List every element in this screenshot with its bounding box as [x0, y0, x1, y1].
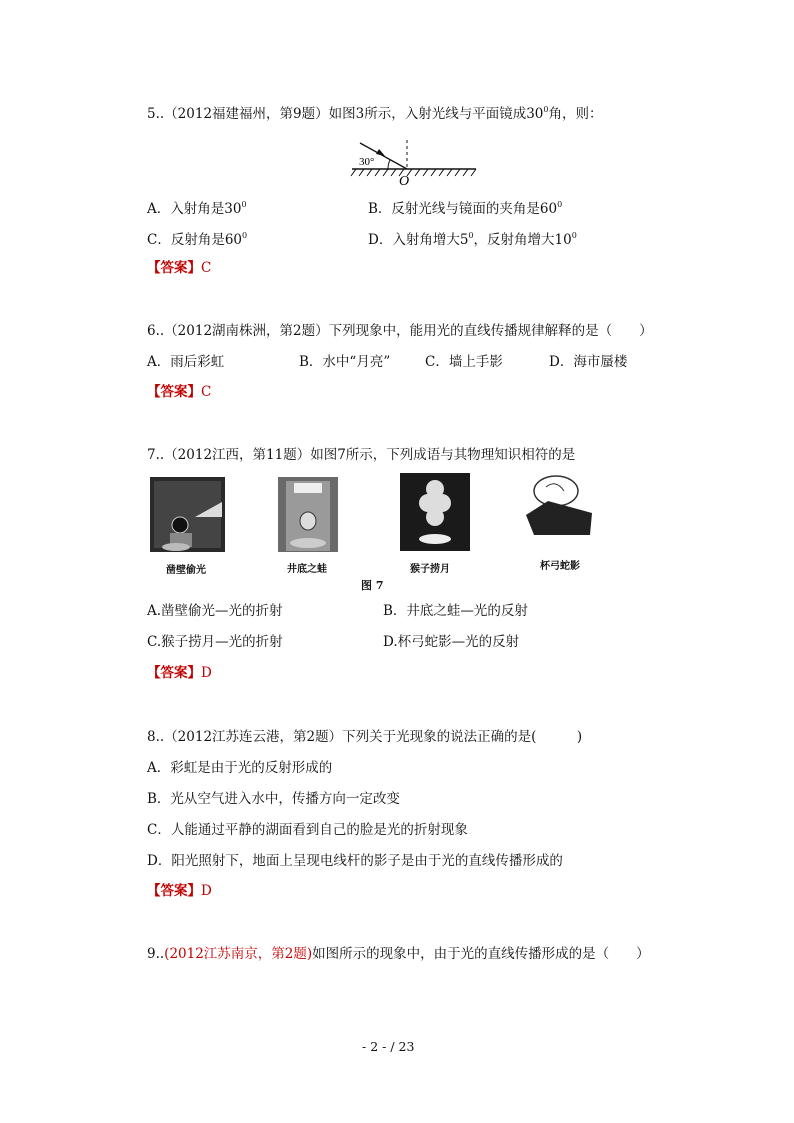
- page-number: - 2 - / 23: [362, 1039, 415, 1054]
- q7-caption-1: 凿壁偷光: [166, 565, 206, 576]
- q7-option-d: D.杯弓蛇影—光的反射: [383, 634, 520, 650]
- q9-source: (2012江苏南京，第2题): [164, 946, 313, 962]
- q5-option-a: A．入射角是$30^0$: [147, 200, 247, 217]
- q8-stem: 8..（2012江苏连云港，第2题）下列关于光现象的说法正确的是( ): [147, 729, 583, 745]
- q6-stem: 6..（2012湖南株洲，第2题）下列现象中，能用光的直线传播规律解释的是（ ）: [147, 323, 653, 339]
- q8-option-a: A．彩虹是由于光的反射形成的: [147, 760, 333, 776]
- q7-picture-4: [518, 473, 598, 543]
- q7-figure-label: 图 7: [361, 579, 384, 592]
- q6-option-b: B．水中“月亮”: [299, 354, 391, 370]
- q5-answer: 【答案】C: [147, 260, 212, 276]
- q7-option-b: B．井底之蛙—光的反射: [383, 603, 528, 619]
- q7-picture-3: [400, 473, 470, 551]
- point-o-label: O: [399, 174, 410, 186]
- q7-caption-4: 杯弓蛇影: [540, 561, 580, 572]
- q5-option-d: D．入射角增大$5^0$，反射角增大$10^0$: [368, 231, 577, 248]
- q7-answer: 【答案】D: [147, 665, 212, 681]
- q7-option-a: A.凿壁偷光—光的折射: [147, 603, 283, 619]
- q5-mirror-figure: [350, 138, 480, 186]
- q8-option-b: B．光从空气进入水中，传播方向一定改变: [147, 791, 400, 807]
- q6-option-c: C．墙上手影: [425, 354, 503, 370]
- q6-option-d: D．海市蜃楼: [549, 354, 628, 370]
- q6-answer: 【答案】C: [147, 384, 212, 400]
- q7-caption-3: 猴子捞月: [410, 564, 450, 575]
- q7-picture-1: [150, 477, 225, 552]
- q8-option-c: C．人能通过平静的湖面看到自己的脸是光的折射现象: [147, 822, 468, 838]
- q8-answer: 【答案】D: [147, 883, 212, 899]
- q5-option-b: B．反射光线与镜面的夹角是$60^0$: [368, 200, 563, 217]
- angle-label: 30°: [359, 156, 375, 168]
- ray-arrow-icon: [376, 149, 385, 156]
- q7-option-c: C.猴子捞月—光的折射: [147, 634, 283, 650]
- q5-stem: 5..（2012福建福州，第9题）如图3所示，入射光线与平面镜成$30^0$角，则：: [147, 105, 603, 122]
- q9-stem: 9..(2012江苏南京，第2题)如图所示的现象中，由于光的直线传播形成的是（ ）: [147, 946, 650, 962]
- q6-option-a: A．雨后彩虹: [147, 354, 225, 370]
- q7-caption-2: 井底之蛙: [287, 564, 327, 575]
- q7-stem: 7..（2012江西，第11题）如图7所示，下列成语与其物理知识相符的是: [147, 447, 576, 463]
- q5-option-c: C．反射角是$60^0$: [147, 231, 248, 248]
- q8-option-d: D．阳光照射下，地面上呈现电线杆的影子是由于光的直线传播形成的: [147, 853, 563, 869]
- q7-picture-2: [278, 477, 338, 552]
